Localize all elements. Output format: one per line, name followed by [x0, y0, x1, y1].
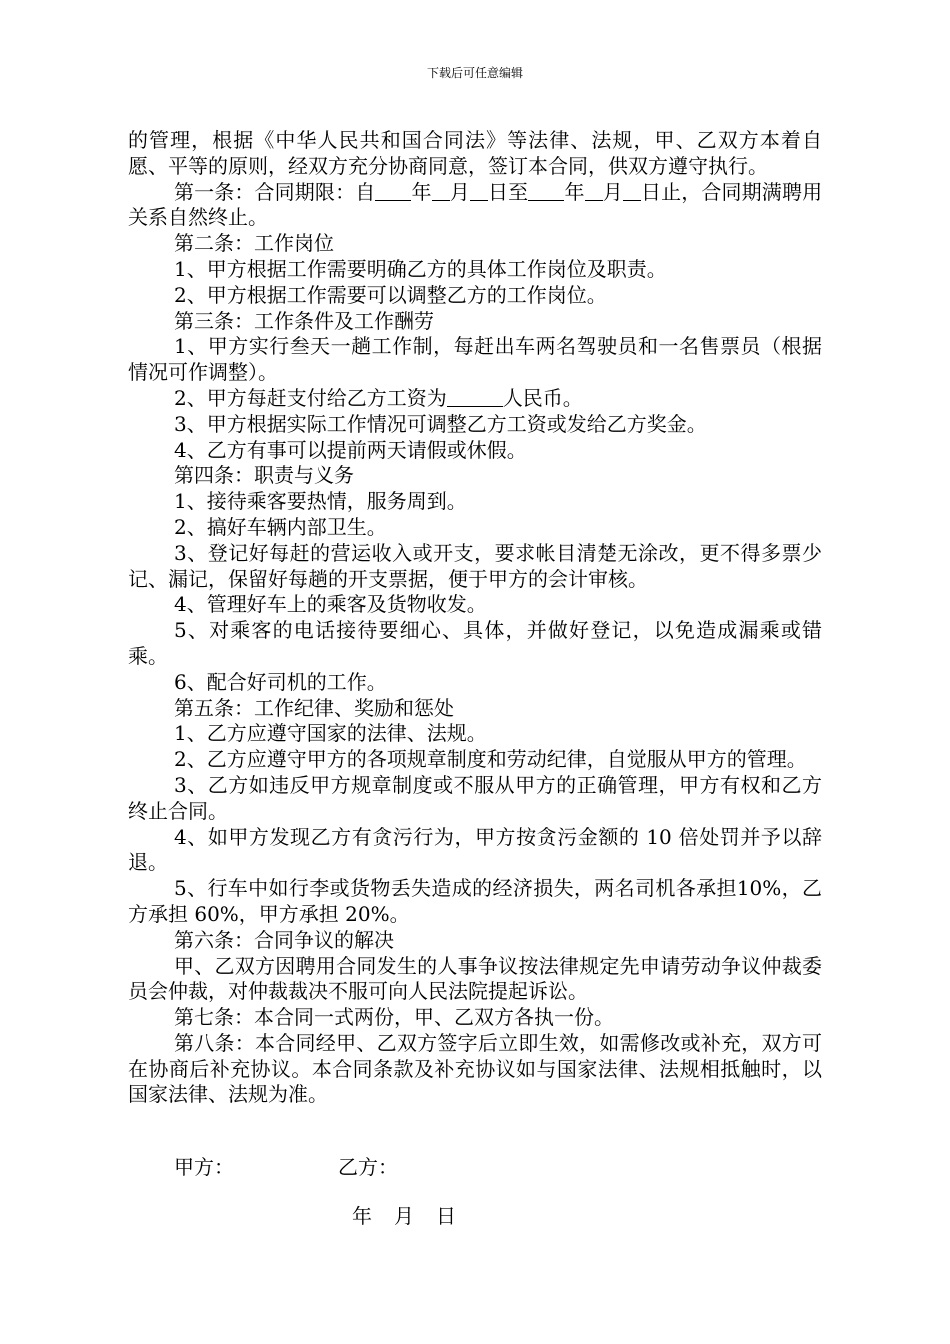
- clause-2-heading: 第二条：工作岗位: [174, 231, 334, 256]
- date-day-label: 日: [436, 1204, 456, 1228]
- clause-item: 3、登记好每赶的营运收入或开支，要求帐目清楚无涂改，更不得多票少记、漏记，保留好每趟的开支票据，便于甲方的会计审核。: [128, 540, 822, 591]
- clause-item: 3、甲方根据实际工作情况可调整乙方工资或发给乙方奖金。: [174, 411, 707, 436]
- clause-item: 2、乙方应遵守甲方的各项规章制度和劳动纪律，自觉服从甲方的管理。: [174, 747, 807, 772]
- party-b-label: 乙方：: [338, 1155, 398, 1179]
- clause-item: 1、甲方实行叁天一趟工作制，每赶出车两名驾驶员和一名售票员（根据情况可作调整）。: [128, 334, 822, 385]
- clause-1-term: 第一条：合同期限：自 年 月 日至 年 月 日止，合同期满聘用关系自然终止。: [128, 179, 823, 230]
- clause-item: 甲、乙双方因聘用合同发生的人事争议按法律规定先申请劳动争议仲裁委员会仲裁，对仲裁裁决不服可向人民法院提起诉讼。: [128, 953, 822, 1004]
- clause-item: 1、接待乘客要热情，服务周到。: [174, 489, 467, 514]
- clause-item: 4、乙方有事可以提前两天请假或休假。: [174, 437, 527, 462]
- clause-item: 6、配合好司机的工作。: [174, 669, 387, 694]
- blank-field: [585, 182, 603, 201]
- party-a-label: 甲方：: [174, 1155, 234, 1179]
- clause-4-heading: 第四条：职责与义务: [174, 463, 354, 488]
- intro-paragraph: 的管理，根据《中华人民共和国合同法》等法律、法规，甲、乙双方本着自愿、平等的原则，经双方充分协商同意，签订本合同，供双方遵守执行。: [128, 128, 822, 178]
- clause-item: 4、管理好车上的乘客及货物收发。: [174, 592, 487, 617]
- blank-field: [623, 182, 641, 201]
- clause-item: 4、如甲方发现乙方有贪污行为，甲方按贪污金额的 10 倍处罚并予以辞退。: [128, 824, 822, 875]
- clause-3-heading: 第三条：工作条件及工作酬劳: [174, 308, 434, 333]
- date-month-label: 月: [394, 1204, 414, 1228]
- page-header: 下载后可任意编辑: [426, 66, 523, 80]
- clause-7: 第七条：本合同一式两份，甲、乙双方各执一份。: [174, 1005, 614, 1030]
- blank-field: [432, 182, 450, 201]
- contract-body: [128, 128, 822, 1108]
- blank-field: [375, 182, 411, 201]
- clause-item: 2、搞好车辆内部卫生。: [174, 514, 387, 539]
- clause-item: 5、行车中如行李或货物丢失造成的经济损失，两名司机各承担10%，乙方承担 60%，甲方承担 20%。: [128, 876, 822, 926]
- clause-item: 5、对乘客的电话接待要细心、具体，并做好登记，以免造成漏乘或错乘。: [128, 618, 822, 668]
- clause-item: 1、乙方应遵守国家的法律、法规。: [174, 721, 487, 746]
- date-year-label: 年: [352, 1204, 372, 1228]
- clause-8: 第八条：本合同经甲、乙双方签字后立即生效，如需修改或补充，双方可在协商后补充协议。本合同条款及补充协议如与国家法律、法规相抵触时，以国家法律、法规为准。: [128, 1030, 822, 1107]
- clause-item: 1、甲方根据工作需要明确乙方的具体工作岗位及职责。: [174, 256, 667, 281]
- signature-line: [174, 1155, 398, 1179]
- clause-item: 2、甲方根据工作需要可以调整乙方的工作岗位。: [174, 282, 607, 307]
- clause-6-heading: 第六条：合同争议的解决: [174, 927, 394, 952]
- blank-field: [470, 182, 488, 201]
- clause-5-heading: 第五条：工作纪律、奖励和惩处: [174, 695, 454, 720]
- blank-field: [447, 388, 503, 407]
- date-line: [352, 1204, 478, 1228]
- clause-item: 3、乙方如违反甲方规章制度或不服从甲方的正确管理，甲方有权和乙方终止合同。: [128, 772, 822, 823]
- clause-item-wage: 2、甲方每赶支付给乙方工资为 人民币。: [174, 385, 583, 410]
- blank-field: [528, 182, 564, 201]
